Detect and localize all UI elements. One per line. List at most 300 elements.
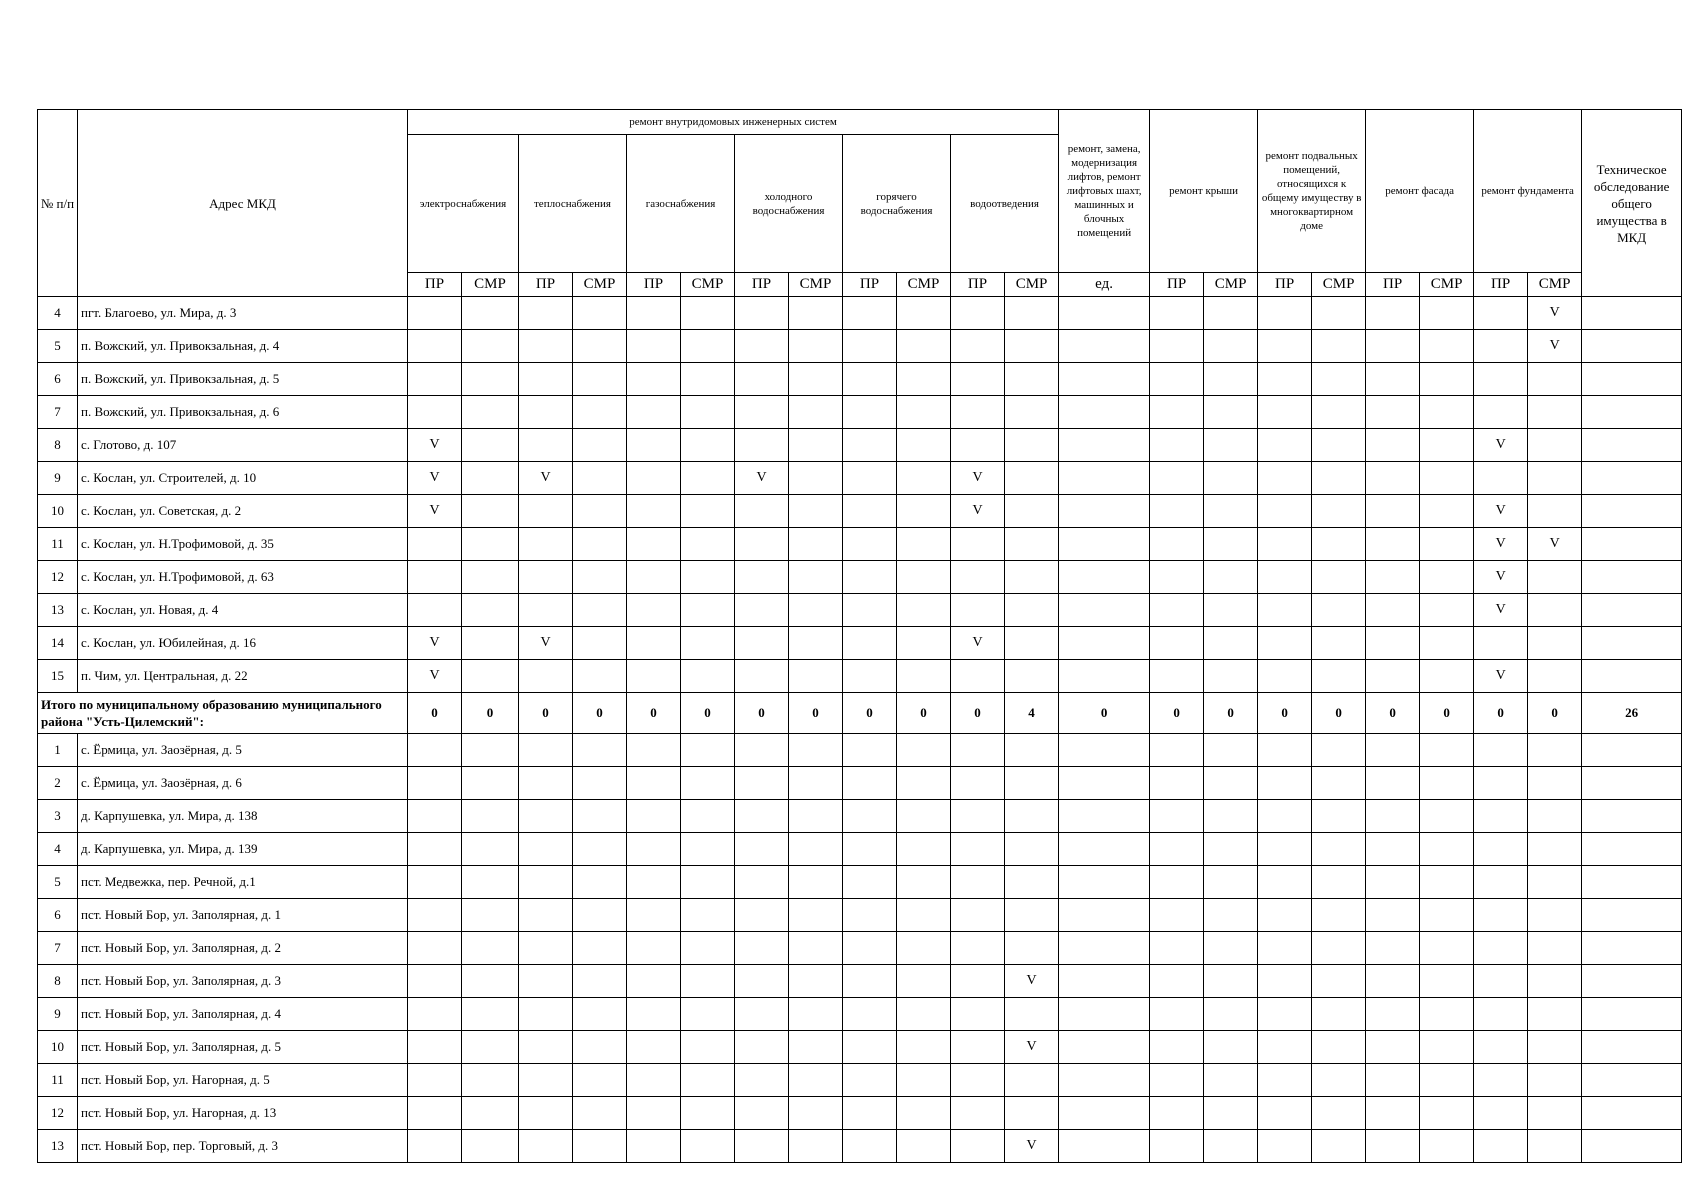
col-header-engineering-systems: ремонт внутридомовых инженерных систем xyxy=(408,110,1059,135)
table-cell xyxy=(1005,1097,1059,1130)
table-cell xyxy=(1258,330,1312,363)
table-cell xyxy=(1258,1031,1312,1064)
table-cell xyxy=(519,429,573,462)
table-cell xyxy=(1059,594,1150,627)
table-cell xyxy=(627,330,681,363)
check-mark: V xyxy=(1474,495,1528,528)
table-cell xyxy=(897,965,951,998)
table-cell xyxy=(1005,462,1059,495)
table-cell xyxy=(1005,734,1059,767)
table-cell xyxy=(1005,998,1059,1031)
table-cell xyxy=(1150,1130,1204,1163)
table-cell xyxy=(573,932,627,965)
table-cell xyxy=(843,899,897,932)
table-cell xyxy=(681,594,735,627)
table-cell xyxy=(1366,462,1420,495)
table-cell xyxy=(1150,866,1204,899)
table-cell xyxy=(1312,833,1366,866)
table-cell xyxy=(1528,998,1582,1031)
subheader-pr: ПР xyxy=(519,273,573,297)
table-cell xyxy=(1059,429,1150,462)
table-cell xyxy=(1059,627,1150,660)
table-cell xyxy=(519,932,573,965)
row-address: п. Чим, ул. Центральная, д. 22 xyxy=(78,660,408,693)
table-cell xyxy=(897,330,951,363)
table-cell xyxy=(519,1097,573,1130)
table-cell xyxy=(681,528,735,561)
table-cell xyxy=(1258,429,1312,462)
table-cell xyxy=(1528,495,1582,528)
table-row xyxy=(38,528,1682,561)
table-cell xyxy=(1366,932,1420,965)
table-cell xyxy=(573,363,627,396)
table-cell xyxy=(519,330,573,363)
table-cell xyxy=(1204,899,1258,932)
table-cell xyxy=(1258,363,1312,396)
table-cell xyxy=(735,800,789,833)
table-cell xyxy=(462,330,519,363)
table-cell xyxy=(1150,965,1204,998)
table-cell xyxy=(1312,561,1366,594)
table-cell xyxy=(1582,932,1682,965)
table-cell xyxy=(408,965,462,998)
table-cell xyxy=(1528,1097,1582,1130)
table-cell xyxy=(897,594,951,627)
table-cell xyxy=(573,429,627,462)
table-cell xyxy=(1312,396,1366,429)
table-cell xyxy=(408,396,462,429)
table-cell xyxy=(1420,965,1474,998)
table-cell xyxy=(1312,899,1366,932)
table-cell xyxy=(1582,495,1682,528)
table-cell xyxy=(627,462,681,495)
total-value: 0 xyxy=(573,693,627,734)
table-cell xyxy=(1366,561,1420,594)
table-cell xyxy=(519,998,573,1031)
table-cell xyxy=(1059,899,1150,932)
table-cell xyxy=(897,767,951,800)
subheader-pr: ПР xyxy=(735,273,789,297)
row-number: 12 xyxy=(38,1097,78,1130)
table-cell xyxy=(1059,866,1150,899)
table-cell xyxy=(573,627,627,660)
table-cell xyxy=(1204,297,1258,330)
table-cell xyxy=(519,800,573,833)
table-cell xyxy=(681,627,735,660)
table-cell xyxy=(951,1064,1005,1097)
row-address: п. Вожский, ул. Привокзальная, д. 5 xyxy=(78,363,408,396)
table-cell xyxy=(1474,899,1528,932)
subheader-smr: СМР xyxy=(462,273,519,297)
subheader-pr: ПР xyxy=(843,273,897,297)
table-cell xyxy=(1204,561,1258,594)
table-cell xyxy=(735,767,789,800)
table-cell xyxy=(627,429,681,462)
table-cell xyxy=(627,396,681,429)
table-cell xyxy=(1005,767,1059,800)
table-cell xyxy=(462,429,519,462)
total-value: 0 xyxy=(1059,693,1150,734)
row-number: 7 xyxy=(38,932,78,965)
table-cell xyxy=(408,1031,462,1064)
table-cell xyxy=(789,767,843,800)
table-cell xyxy=(462,363,519,396)
table-cell xyxy=(462,627,519,660)
table-cell xyxy=(1005,495,1059,528)
subheader-smr: СМР xyxy=(1420,273,1474,297)
table-cell xyxy=(1204,330,1258,363)
table-cell xyxy=(1150,932,1204,965)
table-cell xyxy=(735,965,789,998)
total-value: 0 xyxy=(951,693,1005,734)
table-cell xyxy=(951,363,1005,396)
check-mark: V xyxy=(519,462,573,495)
table-cell xyxy=(843,561,897,594)
table-cell xyxy=(843,734,897,767)
table-cell xyxy=(1150,1031,1204,1064)
table-cell xyxy=(408,899,462,932)
table-cell xyxy=(843,528,897,561)
table-cell xyxy=(573,462,627,495)
table-cell xyxy=(1366,965,1420,998)
table-cell xyxy=(408,767,462,800)
table-cell xyxy=(1204,734,1258,767)
row-number: 5 xyxy=(38,330,78,363)
table-cell xyxy=(843,660,897,693)
table-cell xyxy=(1150,899,1204,932)
table-cell xyxy=(408,1064,462,1097)
table-cell xyxy=(1366,1064,1420,1097)
table-cell xyxy=(1474,932,1528,965)
table-cell xyxy=(1059,1064,1150,1097)
table-cell xyxy=(1059,495,1150,528)
check-mark: V xyxy=(1528,528,1582,561)
total-value: 0 xyxy=(462,693,519,734)
table-cell xyxy=(462,1097,519,1130)
table-cell xyxy=(519,660,573,693)
table-cell xyxy=(1528,965,1582,998)
table-cell xyxy=(735,561,789,594)
table-cell xyxy=(1582,462,1682,495)
row-number: 8 xyxy=(38,429,78,462)
table-cell xyxy=(1059,734,1150,767)
table-cell xyxy=(789,594,843,627)
table-row xyxy=(38,462,1682,495)
table-cell xyxy=(1582,734,1682,767)
table-cell xyxy=(789,1097,843,1130)
row-number: 13 xyxy=(38,594,78,627)
table-cell xyxy=(897,627,951,660)
table-cell xyxy=(1005,594,1059,627)
table-cell xyxy=(462,528,519,561)
table-cell xyxy=(843,495,897,528)
table-cell xyxy=(573,330,627,363)
total-value: 0 xyxy=(1366,693,1420,734)
total-value: 0 xyxy=(789,693,843,734)
table-cell xyxy=(1204,462,1258,495)
table-cell xyxy=(1005,396,1059,429)
table-cell xyxy=(1059,1097,1150,1130)
table-cell xyxy=(1420,495,1474,528)
table-row xyxy=(38,899,1682,932)
table-cell xyxy=(681,396,735,429)
table-cell xyxy=(519,833,573,866)
table-cell xyxy=(1366,899,1420,932)
table-cell xyxy=(1582,767,1682,800)
check-mark: V xyxy=(1474,594,1528,627)
row-number: 11 xyxy=(38,528,78,561)
table-cell xyxy=(681,998,735,1031)
table-cell xyxy=(897,297,951,330)
table-cell xyxy=(1312,998,1366,1031)
table-cell xyxy=(462,800,519,833)
table-cell xyxy=(1474,767,1528,800)
table-cell xyxy=(1258,800,1312,833)
table-cell xyxy=(897,660,951,693)
col-header-cold-water: холодного водоснабжения xyxy=(735,135,843,273)
subheader-smr: СМР xyxy=(681,273,735,297)
table-cell xyxy=(789,528,843,561)
table-cell xyxy=(1420,396,1474,429)
table-cell xyxy=(627,495,681,528)
table-cell xyxy=(1528,396,1582,429)
table-cell xyxy=(681,899,735,932)
table-cell xyxy=(1420,429,1474,462)
table-cell xyxy=(951,396,1005,429)
table-cell xyxy=(735,734,789,767)
table-cell xyxy=(1474,833,1528,866)
table-cell xyxy=(627,998,681,1031)
table-cell xyxy=(1582,627,1682,660)
table-cell xyxy=(573,660,627,693)
table-cell xyxy=(573,396,627,429)
table-cell xyxy=(1059,1031,1150,1064)
table-cell xyxy=(1366,363,1420,396)
table-cell xyxy=(627,767,681,800)
table-cell xyxy=(1312,1130,1366,1163)
table-cell xyxy=(789,429,843,462)
table-cell xyxy=(408,734,462,767)
table-cell xyxy=(1528,767,1582,800)
table-cell xyxy=(1366,429,1420,462)
table-cell xyxy=(1204,998,1258,1031)
table-cell xyxy=(519,495,573,528)
table-cell xyxy=(735,899,789,932)
table-cell xyxy=(789,833,843,866)
table-cell xyxy=(951,833,1005,866)
row-address: п. Вожский, ул. Привокзальная, д. 4 xyxy=(78,330,408,363)
table-cell xyxy=(573,1064,627,1097)
table-cell xyxy=(408,800,462,833)
table-cell xyxy=(408,528,462,561)
table-cell xyxy=(1366,660,1420,693)
table-cell xyxy=(1258,297,1312,330)
table-cell xyxy=(735,594,789,627)
table-cell xyxy=(789,396,843,429)
table-cell xyxy=(1005,833,1059,866)
row-number: 3 xyxy=(38,800,78,833)
check-mark: V xyxy=(1005,1130,1059,1163)
table-cell xyxy=(1312,495,1366,528)
subheader-pr: ПР xyxy=(627,273,681,297)
check-mark: V xyxy=(1005,965,1059,998)
table-cell xyxy=(627,965,681,998)
check-mark: V xyxy=(951,495,1005,528)
table-cell xyxy=(735,330,789,363)
total-label: Итого по муниципальному образованию муниципального района "Усть-Цилемский": xyxy=(38,693,408,734)
table-cell xyxy=(843,932,897,965)
table-cell xyxy=(1312,932,1366,965)
table-cell xyxy=(627,660,681,693)
table-cell xyxy=(573,561,627,594)
table-cell xyxy=(1528,1130,1582,1163)
table-cell xyxy=(843,462,897,495)
table-cell xyxy=(1420,1130,1474,1163)
table-cell xyxy=(1312,462,1366,495)
table-cell xyxy=(1312,1064,1366,1097)
table-cell xyxy=(1312,594,1366,627)
total-value: 0 xyxy=(1528,693,1582,734)
table-cell xyxy=(789,965,843,998)
table-cell xyxy=(573,1097,627,1130)
table-cell xyxy=(951,660,1005,693)
table-row xyxy=(38,800,1682,833)
table-cell xyxy=(1150,330,1204,363)
table-cell xyxy=(462,1130,519,1163)
table-cell xyxy=(1582,899,1682,932)
table-cell xyxy=(735,1064,789,1097)
table-cell xyxy=(681,833,735,866)
total-value: 0 xyxy=(681,693,735,734)
total-value: 0 xyxy=(627,693,681,734)
table-cell xyxy=(951,561,1005,594)
table-cell xyxy=(951,965,1005,998)
check-mark: V xyxy=(408,660,462,693)
table-cell xyxy=(1366,1130,1420,1163)
table-cell xyxy=(789,998,843,1031)
table-cell xyxy=(897,429,951,462)
table-cell xyxy=(735,528,789,561)
table-cell xyxy=(1204,866,1258,899)
total-value: 26 xyxy=(1582,693,1682,734)
table-cell xyxy=(789,660,843,693)
row-address: с. Кослан, ул. Строителей, д. 10 xyxy=(78,462,408,495)
table-cell xyxy=(897,899,951,932)
table-cell xyxy=(1312,363,1366,396)
table-cell xyxy=(1312,965,1366,998)
table-cell xyxy=(1005,800,1059,833)
table-cell xyxy=(1366,1097,1420,1130)
table-cell xyxy=(897,1097,951,1130)
table-cell xyxy=(1150,528,1204,561)
table-row xyxy=(38,297,1682,330)
table-cell xyxy=(1366,330,1420,363)
col-header-number: № п/п xyxy=(38,110,78,297)
table-cell xyxy=(897,396,951,429)
table-cell xyxy=(843,833,897,866)
table-cell xyxy=(1204,528,1258,561)
table-cell xyxy=(789,561,843,594)
table-cell xyxy=(951,800,1005,833)
table-cell xyxy=(519,965,573,998)
table-cell xyxy=(735,627,789,660)
table-cell xyxy=(789,734,843,767)
table-cell xyxy=(1420,998,1474,1031)
table-cell xyxy=(843,1130,897,1163)
table-cell xyxy=(1312,627,1366,660)
subheader-pr: ПР xyxy=(951,273,1005,297)
table-cell xyxy=(1582,528,1682,561)
table-cell xyxy=(735,297,789,330)
table-cell xyxy=(843,1097,897,1130)
table-cell xyxy=(519,734,573,767)
table-cell xyxy=(627,1031,681,1064)
col-header-address: Адрес МКД xyxy=(78,110,408,297)
table-cell xyxy=(1474,1130,1528,1163)
table-row xyxy=(38,594,1682,627)
table-cell xyxy=(1474,998,1528,1031)
table-cell xyxy=(951,899,1005,932)
table-cell xyxy=(1258,660,1312,693)
table-cell xyxy=(1582,297,1682,330)
table-cell xyxy=(735,932,789,965)
table-cell xyxy=(1420,800,1474,833)
table-row xyxy=(38,767,1682,800)
table-cell xyxy=(1420,899,1474,932)
table-cell xyxy=(789,800,843,833)
table-cell xyxy=(1420,330,1474,363)
table-cell xyxy=(789,462,843,495)
table-cell xyxy=(1474,734,1528,767)
check-mark: V xyxy=(1005,1031,1059,1064)
table-cell xyxy=(1420,660,1474,693)
table-cell xyxy=(1258,866,1312,899)
table-row xyxy=(38,1097,1682,1130)
table-cell xyxy=(627,1130,681,1163)
row-address: с. Глотово, д. 107 xyxy=(78,429,408,462)
table-cell xyxy=(1150,297,1204,330)
total-value: 0 xyxy=(735,693,789,734)
table-cell xyxy=(681,1097,735,1130)
table-cell xyxy=(681,429,735,462)
table-cell xyxy=(1258,965,1312,998)
table-cell xyxy=(897,932,951,965)
row-address: пгт. Благоево, ул. Мира, д. 3 xyxy=(78,297,408,330)
row-address: д. Карпушевка, ул. Мира, д. 139 xyxy=(78,833,408,866)
total-value: 0 xyxy=(1258,693,1312,734)
table-cell xyxy=(1366,297,1420,330)
table-cell xyxy=(1204,767,1258,800)
table-cell xyxy=(1366,528,1420,561)
table-cell xyxy=(897,833,951,866)
table-cell xyxy=(1582,965,1682,998)
table-cell xyxy=(519,363,573,396)
table-cell xyxy=(408,297,462,330)
table-cell xyxy=(627,1097,681,1130)
table-cell xyxy=(789,932,843,965)
table-cell xyxy=(462,462,519,495)
table-row xyxy=(38,660,1682,693)
total-value: 0 xyxy=(1150,693,1204,734)
table-row xyxy=(38,833,1682,866)
table-cell xyxy=(897,866,951,899)
row-number: 6 xyxy=(38,899,78,932)
table-cell xyxy=(1582,1031,1682,1064)
table-cell xyxy=(408,932,462,965)
table-cell xyxy=(1258,899,1312,932)
col-header-drainage: водоотведения xyxy=(951,135,1059,273)
table-cell xyxy=(1258,1064,1312,1097)
